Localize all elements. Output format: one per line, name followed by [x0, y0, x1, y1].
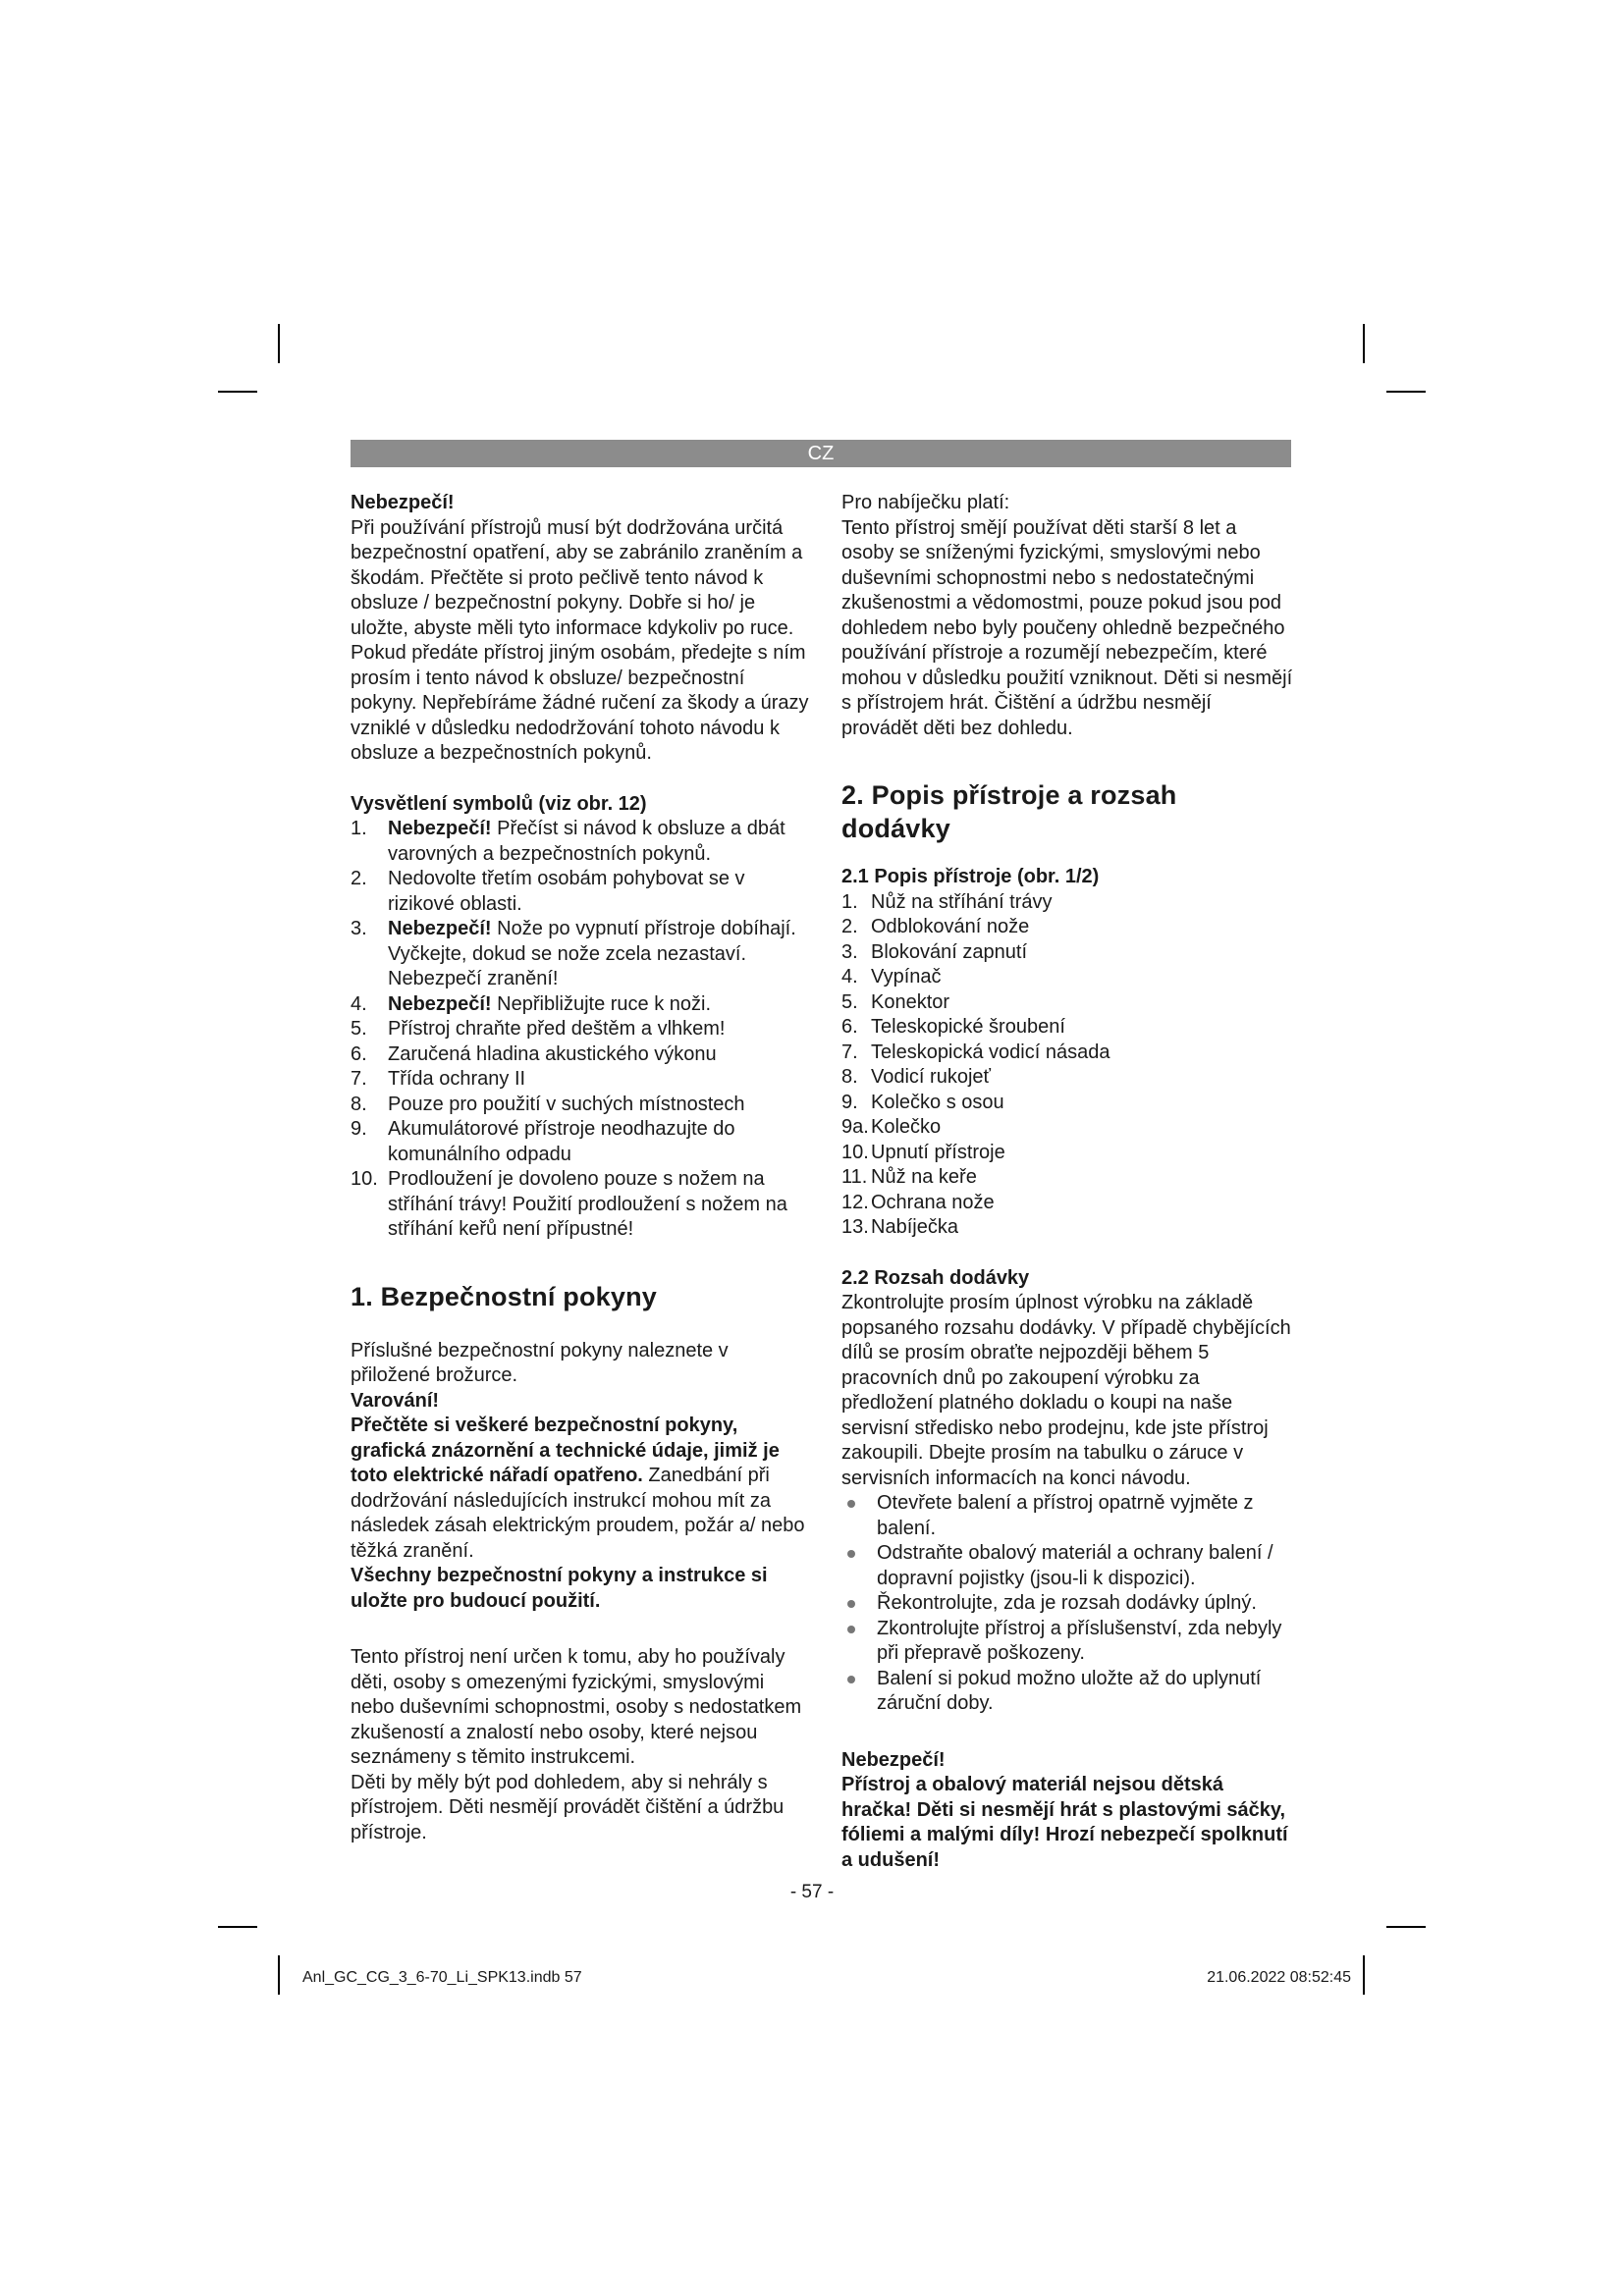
- list-item: 3. Nebezpečí! Nože po vypnutí přístroje dobíhají. Vyčkejte, dokud se nože zcela nezastaví. Nebezpečí zranění!: [351, 918, 796, 989]
- list-item: 5. Přístroj chraňte před deštěm a vlhkem!: [351, 1018, 726, 1040]
- page-number: - 57 -: [789, 1882, 835, 1902]
- subsection-2-2-title: 2.2 Rozsah dodávky: [841, 1266, 1030, 1289]
- crop-mark: [218, 391, 257, 393]
- list-item: 8. Pouze pro použití v suchých místnostech: [351, 1093, 745, 1115]
- unpacking-list: [841, 1491, 1293, 1717]
- list-item: 7. Třída ochrany II: [351, 1068, 526, 1090]
- bullet-icon: [847, 1676, 855, 1683]
- list-item: Balení si pokud možno uložte až do uplynutí záruční doby.: [841, 1667, 1293, 1717]
- list-item: 9. Akumulátorové přístroje neodhazujte do komunálního odpadu: [351, 1118, 735, 1165]
- list-item: 4. Vypínač: [841, 966, 942, 988]
- bullet-icon: [847, 1550, 855, 1558]
- bullet-icon: [847, 1626, 855, 1633]
- crop-mark: [1363, 324, 1365, 363]
- list-item: 5. Konektor: [841, 990, 950, 1013]
- list-item: 10. Upnutí přístroje: [841, 1141, 1005, 1163]
- section-1-title: 1. Bezpečnostní pokyny: [351, 1281, 657, 1311]
- subsection-2-1-title: 2.1 Popis přístroje (obr. 1/2): [841, 866, 1100, 887]
- symbols-title: Vysvětlení symbolů (viz obr. 12): [351, 792, 647, 815]
- danger-text: Při používání přístrojů musí být dodržována určitá bezpečnostní opatření, aby se zabránilo zraněním a škodám. Přečtěte si proto pečlivě tento návod k obsluze / bezpečnostní pokyny. Dobře si ho/ je uložte, abyste měli tyto informace kdykoliv po ruce. Pokud předáte přístroj jiným osobám, předejte s ním prosím i tento návod k obsluze/ bezpečnostní pokyny. Nepřebíráme žádné ručení za škody a úrazy vzniklé v důsledku nedodržování tohoto návodu k obsluze a bezpečnostních pokynů.: [351, 516, 809, 764]
- crop-mark: [1386, 391, 1426, 393]
- crop-mark: [278, 1955, 280, 1995]
- list-item: 3. Blokování zapnutí: [841, 940, 1027, 963]
- list-item: 2. Odblokování nože: [841, 916, 1030, 937]
- symbols-list: [351, 817, 810, 1243]
- crop-mark: [218, 1926, 257, 1928]
- list-item: Řekontrolujte, zda je rozsah dodávky úplný.: [841, 1591, 1293, 1617]
- list-item: 9. Kolečko s osou: [841, 1091, 1004, 1113]
- list-item: 13. Nabíječka: [841, 1216, 958, 1238]
- subsection-2-2-text: Zkontrolujte prosím úplnost výrobku na základě popsaného rozsahu dodávky. V případě chybějících dílů se prosím obraťte nejpozději během 5 pracovních dnů po zakoupení výrobku za předložení platného dokladu o koupi na naše servisní středisko nebo prodejnu, kde jste přístroj zakoupili. Dbejte prosím na tabulku o záruce v servisních informacích na konci návodu.: [841, 1292, 1291, 1489]
- list-item: 7. Teleskopická vodicí násada: [841, 1041, 1110, 1063]
- not-intended-text: Tento přístroj není určen k tomu, aby ho používaly děti, osoby s omezenými fyzickými, smyslovými nebo duševními schopnostmi, osoby s nedostatkem zkušeností a znalostí nebo osoby, které nejsou seznámeny s těmito instrukcemi.: [351, 1646, 802, 1768]
- charger-title: Pro nabíječku platí:: [841, 492, 1010, 513]
- bullet-icon: [847, 1500, 855, 1508]
- crop-mark: [278, 324, 280, 363]
- list-item: 10. Prodloužení je dovoleno pouze s nožem na stříhání trávy! Použití prodloužení s nožem na stříhání keřů není přípustné!: [351, 1168, 787, 1240]
- section-2-title: 2. Popis přístroje a rozsah dodávky: [841, 780, 1177, 843]
- list-item: 6. Zaručená hladina akustického výkonu: [351, 1042, 717, 1065]
- danger-2-text: Přístroj a obalový materiál nejsou dětská hračka! Děti si nesmějí hrát s plastovými sáčky, fóliemi a malými díly! Hrozí nebezpečí spolknutí a udušení!: [841, 1774, 1288, 1871]
- list-item: Otevřete balení a přístroj opatrně vyjměte z balení.: [841, 1491, 1293, 1541]
- list-item: 6. Teleskopické šroubení: [841, 1016, 1065, 1038]
- children-text: Děti by měly být pod dohledem, aby si nehrály s přístrojem. Děti nesmějí provádět čištění a údržbu přístroje.: [351, 1771, 785, 1843]
- charger-text: Tento přístroj smějí používat děti starší 8 let a osoby se sníženými fyzickými, smyslovými nebo duševními schopnostmi nebo s nedostatečnými zkušenostmi a vědomostmi, pouze pokud jsou pod dohledem nebo byly poučeny ohledně bezpečného používání přístroje a rozumějí nebezpečím, které mohou v důsledku použití vzniknout. Děti si nesmějí s přístrojem hrát. Čištění a údržbu nesmějí provádět děti bez dohledu.: [841, 516, 1293, 739]
- crop-mark: [1386, 1926, 1426, 1928]
- danger-title: Nebezpečí!: [351, 492, 455, 513]
- danger-2-title: Nebezpečí!: [841, 1748, 946, 1771]
- list-item: 2. Nedovolte třetím osobám pohybovat se v rizikové oblasti.: [351, 868, 745, 915]
- list-item: Zkontrolujte přístroj a příslušenství, zda nebyly při přepravě poškozeny.: [841, 1617, 1293, 1667]
- list-item: 12. Ochrana nože: [841, 1191, 995, 1213]
- list-item: 11. Nůž na keře: [841, 1166, 977, 1188]
- right-column: [841, 491, 1293, 1873]
- list-item: 1. Nebezpečí! Přečíst si návod k obsluze a dbát varovných a bezpečnostních pokynů.: [351, 818, 785, 865]
- footer-filename: Anl_GC_CG_3_6-70_Li_SPK13.indb 57: [302, 1969, 582, 1986]
- parts-list: [841, 890, 1293, 1241]
- keep-instructions: Všechny bezpečnostní pokyny a instrukce si uložte pro budoucí použití.: [351, 1565, 768, 1612]
- warning-title: Varování!: [351, 1389, 440, 1412]
- list-item: 4. Nebezpečí! Nepřibližujte ruce k noži.: [351, 992, 712, 1015]
- list-item: 8. Vodicí rukojeť: [841, 1066, 992, 1088]
- left-column: [351, 491, 810, 1845]
- list-item: Odstraňte obalový materiál a ochrany balení / dopravní pojistky (jsou-li k dispozici).: [841, 1541, 1293, 1591]
- warning-text: Přečtěte si veškeré bezpečnostní pokyny, grafická znázornění a technické údaje, jimiž je toto elektrické nářadí opatřeno. Zanedbání při dodržování následujících instrukcí mohou mít za následek zásah elektrickým proudem, požár a/ nebo těžká zranění.: [351, 1415, 805, 1562]
- list-item: 9a. Kolečko: [841, 1116, 942, 1138]
- language-header: CZ: [351, 440, 1291, 467]
- bullet-icon: [847, 1600, 855, 1608]
- crop-mark: [1363, 1955, 1365, 1995]
- list-item: 1. Nůž na stříhání trávy: [841, 890, 1053, 913]
- footer-timestamp: 21.06.2022 08:52:45: [1207, 1969, 1351, 1986]
- section-1-intro: Příslušné bezpečnostní pokyny naleznete v přiložené brožurce.: [351, 1339, 729, 1386]
